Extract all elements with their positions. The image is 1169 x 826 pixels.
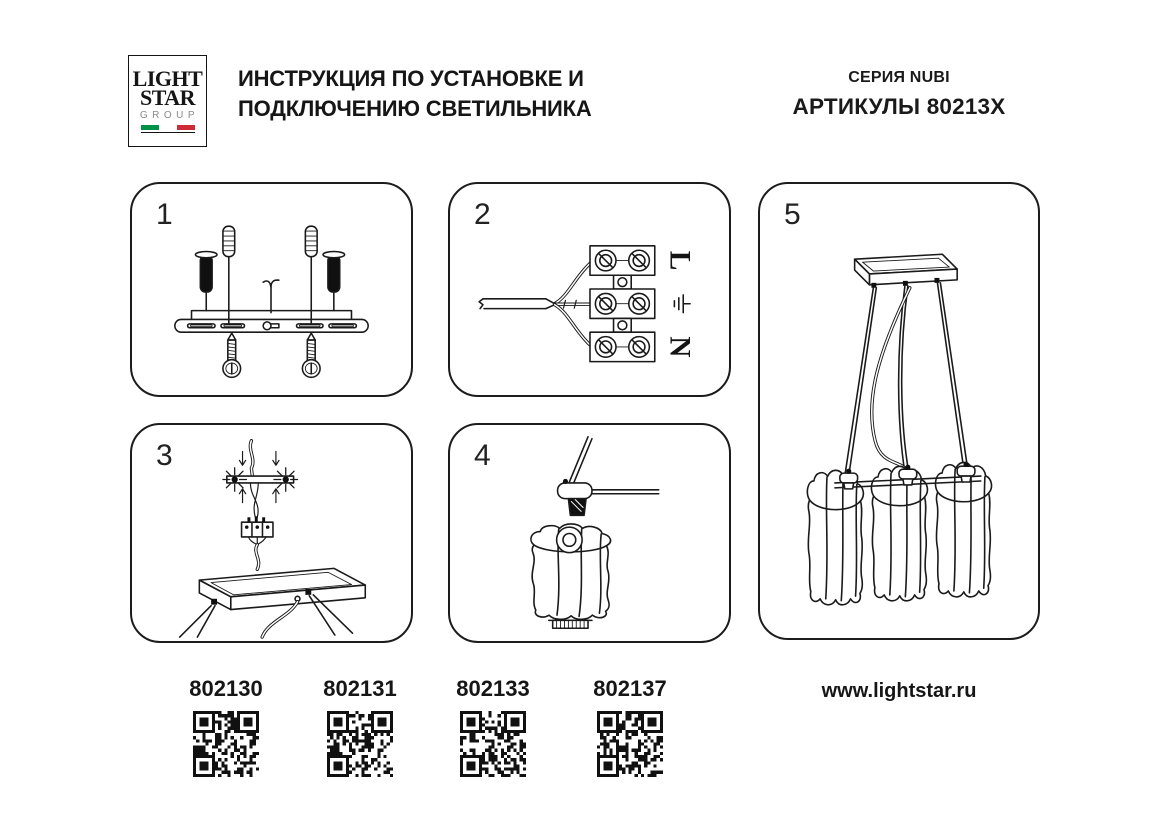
step-number-3: 3	[156, 439, 173, 472]
step-5-illustration	[760, 184, 1038, 638]
shade-top-hole	[557, 527, 583, 553]
hanging-hook	[263, 280, 279, 312]
step-number-2: 2	[474, 198, 491, 231]
screw-starburst-left	[223, 468, 247, 492]
suspension-cables	[845, 283, 968, 476]
step-2-illustration	[450, 184, 729, 395]
screw-left	[223, 333, 241, 377]
logo-star: STAR	[139, 84, 196, 110]
live-label: L	[663, 250, 696, 271]
qr-code	[327, 711, 393, 777]
terminal-block-small	[242, 516, 273, 537]
step-3-illustration	[132, 425, 411, 641]
title-line-2: ПОДКЛЮЧЕНИЮ СВЕТИЛЬНИКА	[238, 96, 592, 121]
cloud-shade-left	[807, 470, 863, 604]
article-802131	[300, 676, 420, 782]
terminal-block	[590, 246, 655, 362]
step-number-1: 1	[156, 198, 173, 231]
wall-plug-left	[195, 252, 217, 311]
article-802137	[570, 676, 690, 782]
lightstar-logo	[128, 55, 207, 147]
step-2-panel	[448, 182, 731, 397]
qr-code	[460, 711, 526, 777]
logo-light: LIGHT	[132, 65, 203, 91]
qr-code	[597, 711, 663, 777]
step-4-panel	[448, 423, 731, 643]
articles-label: АРТИКУЛЫ 80213X	[792, 94, 1006, 119]
step-3-panel	[130, 423, 413, 643]
ground-symbol	[674, 295, 690, 313]
step-1-illustration	[132, 184, 411, 395]
article-number: 802133	[456, 676, 530, 701]
article-802133	[433, 676, 553, 782]
article-802130	[166, 676, 286, 782]
website-url: www.lightstar.ru	[821, 680, 977, 702]
wall-plug-right	[323, 252, 345, 311]
italian-flag-stripe	[141, 125, 195, 131]
article-number: 802137	[593, 676, 667, 701]
screw-right	[302, 333, 320, 377]
screw-starburst-right	[274, 468, 298, 492]
page-title	[238, 64, 592, 124]
step-5-panel	[758, 182, 1040, 640]
step-number-4: 4	[474, 439, 491, 472]
article-number: 802131	[323, 676, 397, 701]
step-number-5: 5	[784, 198, 801, 231]
article-number: 802130	[189, 676, 263, 701]
ceiling-canopy	[855, 254, 958, 288]
step-1-panel	[130, 182, 413, 397]
lamp-socket	[558, 479, 592, 515]
series-name: СЕРИЯ NUBI	[848, 69, 950, 86]
series-header	[758, 69, 1040, 120]
qr-code	[193, 711, 259, 777]
logo-group: GROUP	[139, 109, 200, 121]
ceiling-canopy	[199, 568, 365, 609]
dowel-right	[305, 226, 317, 323]
dowel-left	[223, 226, 235, 323]
flag-underline	[141, 132, 195, 134]
mains-cable	[479, 299, 555, 309]
step-4-illustration	[450, 425, 729, 641]
retaining-ring	[549, 620, 592, 628]
neutral-label: N	[663, 336, 696, 358]
title-line-1: ИНСТРУКЦИЯ ПО УСТАНОВКЕ И	[238, 66, 584, 91]
